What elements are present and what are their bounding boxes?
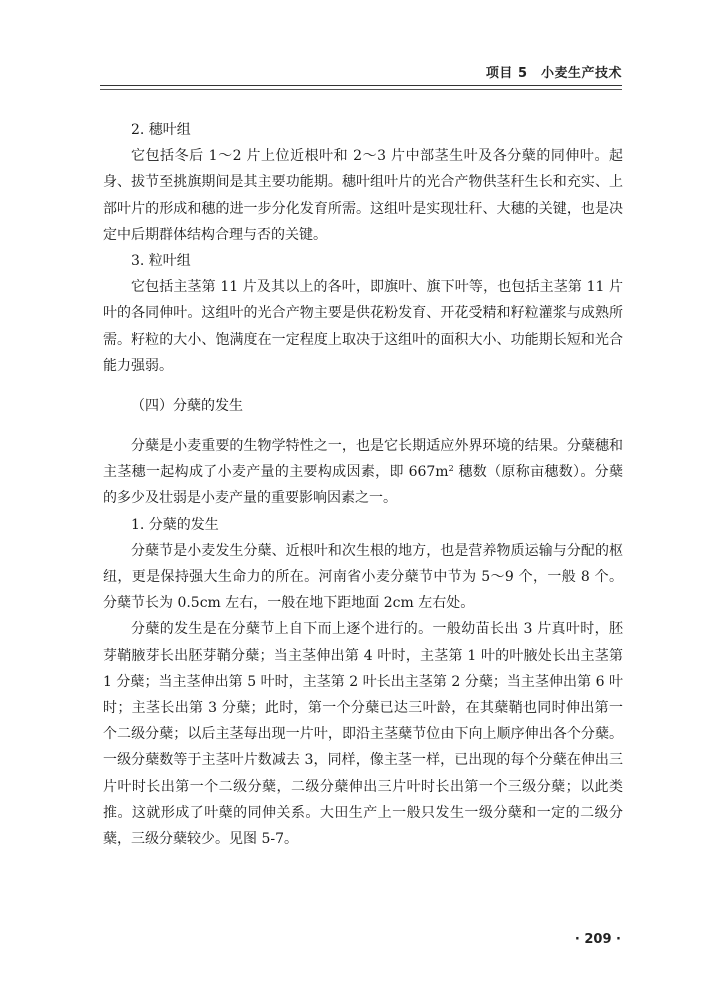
section-title-tillering: （四）分蘖的发生: [131, 398, 243, 415]
subsection-title-3: 3. 粒叶组: [131, 253, 191, 270]
paragraph-grain-leaf-group: 它包括主茎第 11 片及其以上的各叶，即旗叶、旗下叶等，也包括主茎第 11 片叶的各同伸叶。这组叶的光合产物主要是供花粉发育、开花受精和籽粒灌浆与成熟所需。籽粒的大小、饱满度在一定程度上取决于这组叶的面积大小、功能期长短和光合能力强弱。: [103, 279, 623, 374]
superscript-2: 2: [448, 464, 454, 474]
paragraph-tillering-intro: [103, 433, 623, 512]
subsection-title-1: 1. 分蘖的发生: [131, 516, 219, 533]
header-rule-thick: [100, 85, 622, 86]
paragraph-tiller-sequence: 分蘖的发生是在分蘖节上自下而上逐个进行的。一般幼苗长出 3 片真叶时，胚芽鞘腋芽长出胚芽鞘分蘖；当主茎伸出第 4 叶时，主茎第 1 叶的叶腋处长出主茎第 1 分蘖；当主茎伸出第 5 叶时，主茎第 2 叶长出主茎第 2 分蘖；当主茎伸出第 6 叶时；主茎长出第 3 分蘖；此时，第一个分蘖已达三叶龄，在其蘖鞘也同时伸出第一个二级分蘖；以后主茎每出现一片叶，即沿主茎蘖节位由下向上顺序伸出各个分蘖。一级分蘖数等于主茎叶片数减去 3，同样，像主茎一样，已出现的每个分蘖在伸出三片叶时长出第一个二级分蘖，二级分蘖伸出三片叶时长出第一个三级分蘖；以此类推。这就形成了叶蘖的同伸关系。大田生产上一般只发生一级分蘖和一定的二级分蘖，三级分蘖较少。见图 5-7。: [103, 621, 623, 848]
page-number: · 209 ·: [574, 932, 621, 947]
paragraph-spike-leaf-group: 它包括冬后 1～2 片上位近根叶和 2～3 片中部茎生叶及各分蘖的同伸叶。起身、拔节至挑旗期间是其主要功能期。穗叶组叶片的光合产物供茎秆生长和充实、上部叶片的形成和穗的进一步分化发育所需。这组叶是实现壮秆、大穗的关键，也是决定中后期群体结构合理与否的关键。: [103, 148, 623, 243]
page-body: [103, 117, 623, 852]
text-fragment: 分蘖是小麦重要的生物学特性之一，也是它长期适应外界环境的结果。分蘖穗和主茎穗一起构成了小麦产量的主要构成因素，即 667m: [103, 438, 623, 481]
subsection-title-2: 2. 穗叶组: [131, 122, 191, 138]
paragraph-tiller-node: 分蘖节是小麦发生分蘖、近根叶和次生根的地方，也是营养物质运输与分配的枢纽，更是保持强大生命力的所在。河南省小麦分蘖节中节为 5～9 个，一般 8 个。分蘖节长为 0.5cm 左右，一般在地下距地面 2cm 左右处。: [103, 542, 623, 612]
running-header: 项目 5 小麦生产技术: [485, 66, 622, 81]
header-rule-thin: [100, 89, 622, 90]
text-fragment: 穗数（原称亩穗数）。分蘖的多少及壮弱是小麦产量的重要影响因素之一。: [103, 464, 624, 507]
